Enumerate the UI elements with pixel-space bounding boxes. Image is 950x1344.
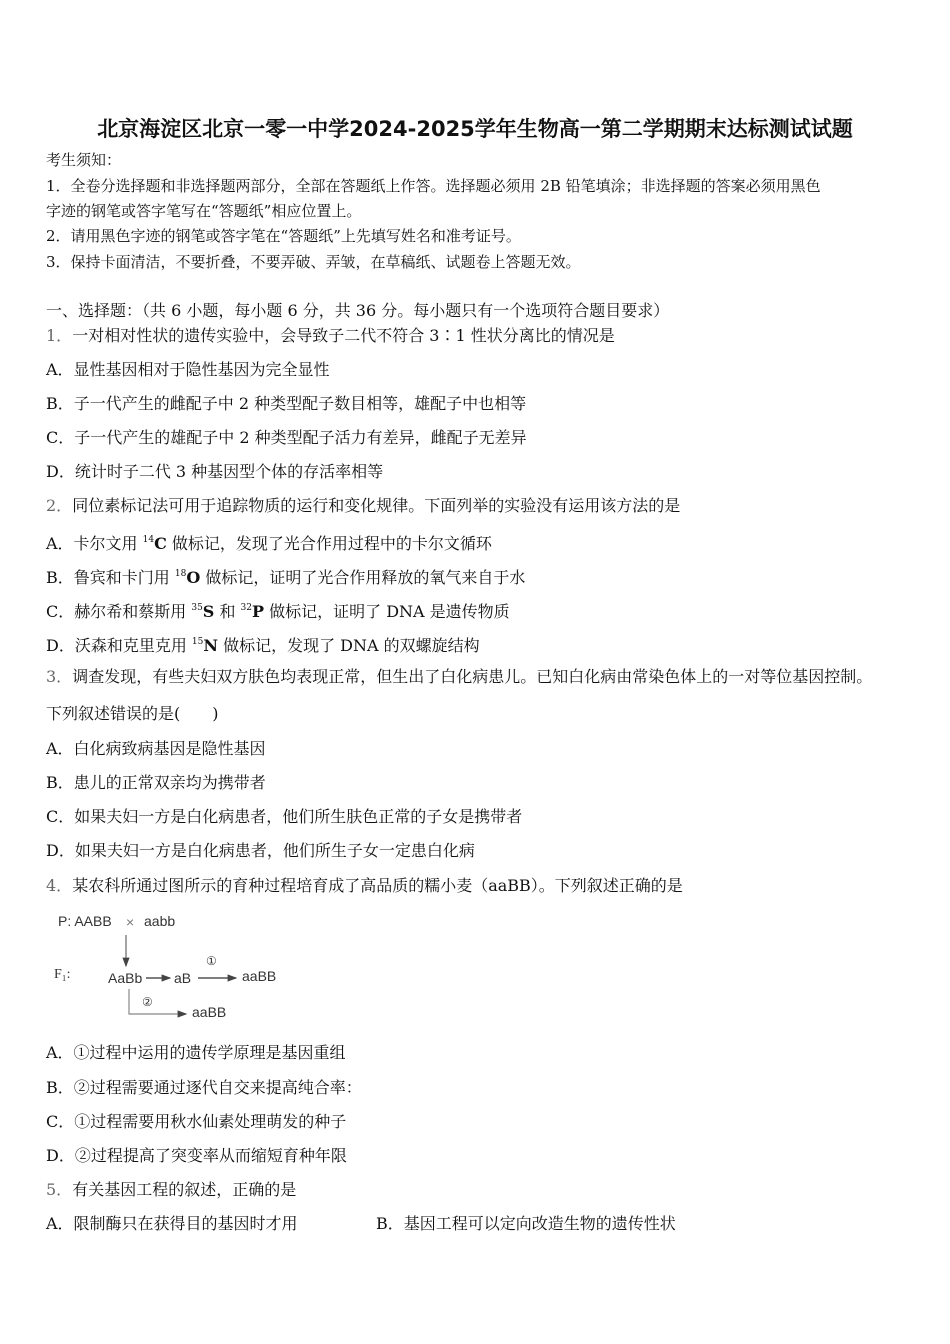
question-text: 有关基因工程的叙述，正确的是: [72, 1180, 297, 1199]
option: [46, 564, 525, 588]
option-text: B．鲁宾和卡门用: [46, 568, 175, 587]
step-1-label: ①: [206, 954, 217, 968]
option-text: 做标记，发现了 DNA 的双螺旋结构: [218, 636, 480, 655]
notice-heading: 考生须知：: [46, 151, 122, 169]
haploid: aB: [174, 970, 192, 986]
step-2-label: ②: [142, 995, 153, 1009]
question-2: [46, 496, 680, 516]
element: N: [203, 636, 218, 655]
option-text: 做标记，发现了光合作用过程中的卡尔文循环: [166, 534, 492, 553]
option: [46, 530, 492, 554]
isotope-mass: 35: [191, 603, 203, 613]
question-number: 5．: [46, 1180, 73, 1199]
question-3: [46, 667, 872, 687]
option-text: 做标记，证明了 DNA 是遗传物质: [264, 602, 510, 621]
notice-item: 1．全卷分选择题和非选择题两部分，全部在答题纸上作答。选择题必须用 2B 铅笔填涂；非选择题的答案必须用黑色: [46, 177, 821, 195]
question-1: [46, 326, 615, 346]
option: A．显性基因相对于隐性基因为完全显性: [46, 360, 330, 379]
element: S: [202, 602, 215, 621]
option-text: A．卡尔文用: [46, 534, 143, 553]
option: A．限制酶只在获得目的基因时才用: [46, 1214, 298, 1233]
option-text: C．赫尔希和蔡斯用: [46, 602, 192, 621]
option: [46, 598, 510, 622]
option: C．如果夫妇一方是白化病患者，他们所生肤色正常的子女是携带者: [46, 807, 523, 826]
option-text: 做标记，证明了光合作用释放的氧气来自于水: [200, 568, 526, 587]
element: P: [252, 602, 265, 621]
question-text: 一对相对性状的遗传实验中，会导致子二代不符合 3∶1 性状分离比的情况是: [72, 326, 615, 345]
element: C: [154, 534, 167, 553]
question-text: 同位素标记法可用于追踪物质的运行和变化规律。下面列举的实验没有运用该方法的是: [72, 496, 681, 515]
parent-2: aabb: [144, 913, 176, 929]
isotope-mass: 15: [191, 637, 204, 647]
notice-item: 2．请用黑色字迹的钢笔或答字笔在“答题纸”上先填写姓名和准考证号。: [46, 227, 521, 245]
isotope-mass: 32: [240, 603, 252, 613]
option: D．②过程提高了突变率从而缩短育种年限: [46, 1146, 347, 1165]
question-number: 3．: [46, 667, 73, 686]
question-number: 2．: [46, 496, 73, 515]
option: B．②过程需要通过逐代自交来提高纯合率：: [46, 1078, 362, 1097]
result-2: aaBB: [192, 1004, 227, 1020]
question-text-cont: 下列叙述错误的是( ): [46, 704, 219, 723]
cross-symbol: ×: [126, 914, 135, 930]
question-4: [46, 876, 683, 896]
option: C．子一代产生的雄配子中 2 种类型配子活力有差异，雌配子无差异: [46, 428, 527, 447]
option: [46, 632, 480, 656]
arrow-step-2: [129, 989, 186, 1014]
option: B．基因工程可以定向改造生物的遗传性状: [376, 1214, 676, 1233]
option-text: D．沃森和克里克用: [46, 636, 192, 655]
parent-label: P: AABB: [58, 913, 112, 929]
question-text: 调查发现，有些夫妇双方肤色均表现正常，但生出了白化病患儿。已知白化病由常染色体上的一对等位基因控制。: [72, 667, 873, 686]
option: A．白化病致病基因是隐性基因: [46, 739, 266, 758]
option: B．子一代产生的雌配子中 2 种类型配子数目相等，雄配子中也相等: [46, 394, 527, 413]
question-number: 4．: [46, 876, 73, 895]
option-text: 和: [214, 602, 241, 621]
question-5: [46, 1180, 296, 1200]
notice-item: 字迹的钢笔或答字笔写在“答题纸”相应位置上。: [46, 202, 362, 220]
f1-label: F₁:: [54, 967, 71, 982]
notice-item: 3．保持卡面清洁，不要折叠，不要弄破、弄皱，在草稿纸、试题卷上答题无效。: [46, 253, 581, 271]
isotope-mass: 18: [174, 569, 187, 579]
option: C．①过程需要用秋水仙素处理萌发的种子: [46, 1112, 347, 1131]
element: O: [186, 568, 201, 587]
result-1: aaBB: [242, 968, 277, 984]
breeding-diagram: [46, 905, 306, 1030]
f1-genotype: AaBb: [108, 970, 143, 986]
option: A．①过程中运用的遗传学原理是基因重组: [46, 1043, 346, 1062]
isotope-mass: 14: [142, 535, 155, 545]
option: D．如果夫妇一方是白化病患者，他们所生子女一定患白化病: [46, 841, 475, 860]
question-number: 1．: [46, 326, 73, 345]
option: B．患儿的正常双亲均为携带者: [46, 773, 266, 792]
question-text: 某农科所通过图所示的育种过程培育成了高品质的糯小麦（aaBB）。下列叙述正确的是: [72, 876, 683, 895]
option: D．统计时子二代 3 种基因型个体的存活率相等: [46, 462, 384, 481]
diagram-arrows: [46, 905, 306, 1030]
section-heading: 一、选择题：（共 6 小题，每小题 6 分，共 36 分。每小题只有一个选项符合题目要求）: [46, 301, 670, 320]
page-title: 北京海淀区北京一零一中学2024-2025学年生物高一第二学期期末达标测试试题: [97, 117, 853, 141]
